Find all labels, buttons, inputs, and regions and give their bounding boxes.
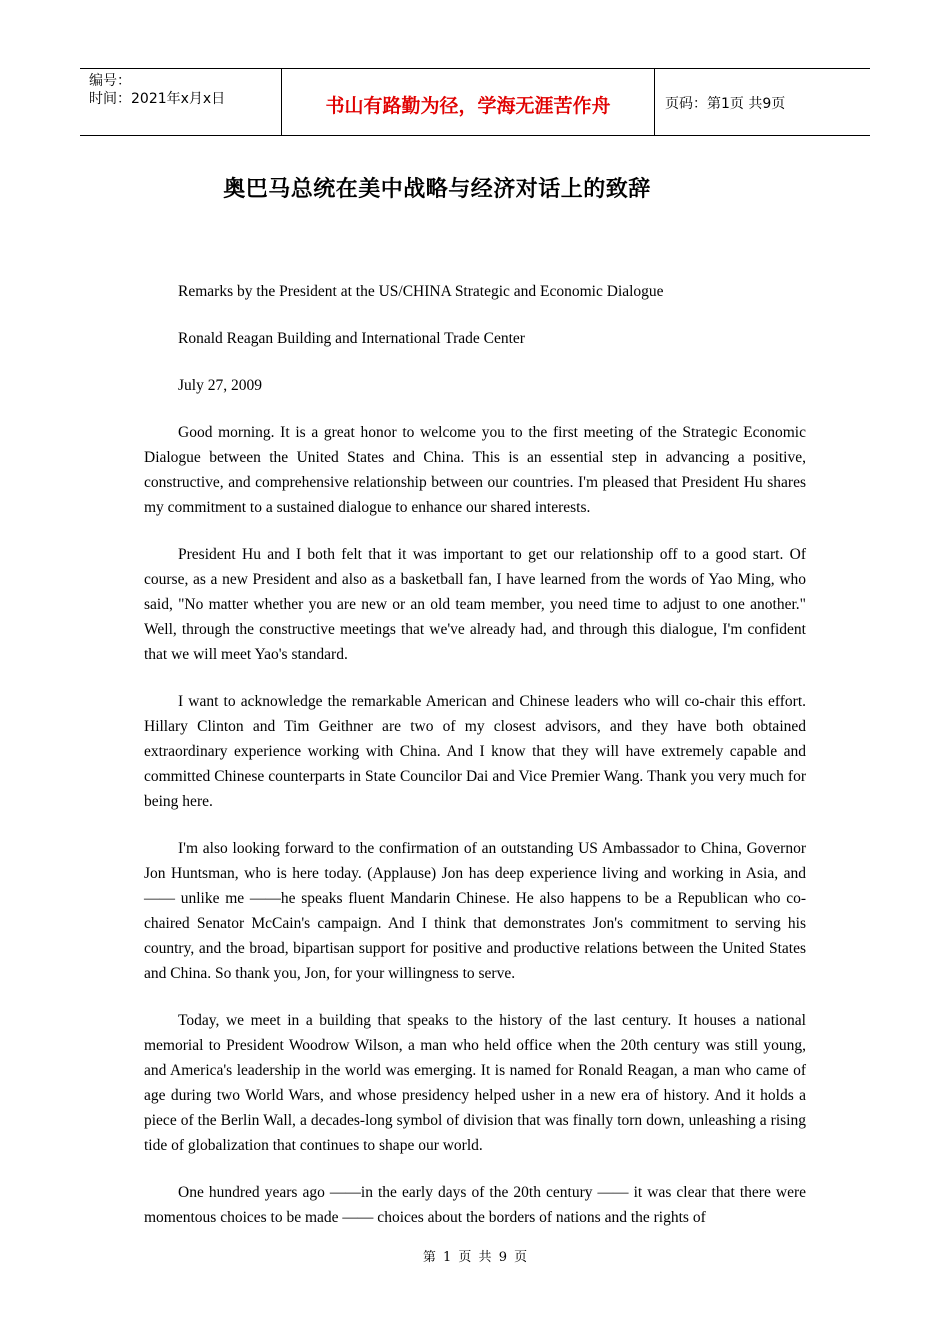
body-paragraph: I want to acknowledge the remarkable American and Chinese leaders who will co-chair this effort. Hillary Clinton and Tim Geithner are two of my closest advisors, and they have both obtained extraordinary experience working with China. And I know that they will have extremely capable and committed Chinese counterparts in State Councilor Dai and Vice Premier Wang. Thank you very much for being here. [144, 693, 806, 810]
motto: 书山有路勤为径，学海无涯苦作舟 [282, 69, 655, 135]
body-paragraph: Today, we meet in a building that speaks to the history of the last century. It houses a national memorial to President Woodrow Wilson, a man who held office when the 20th century was still young, and America's leadership in the world was emerging. It is named for Ronald Reagan, a man who came of age during two World Wars, and whose presidency helped usher in a new era of history. And it holds a piece of the Berlin Wall, a decades-long symbol of division that was finally torn down, unleashing a rising tide of globalization that continues to shape our world. [144, 1012, 806, 1154]
time-label: 时间：2021年x月x日 [89, 91, 226, 107]
body-paragraph: I'm also looking forward to the confirmation of an outstanding US Ambassador to China, Governor Jon Huntsman, who is here today. (Applause) Jon has deep experience living and working in Asia, and —— unlike me ——he speaks fluent Mandarin Chinese. He also happens to be a Republican who co-chaired Senator McCain's campaign. And I think that demonstrates Jon's commitment to serving his country, and the broad, bipartisan support for positive and productive relations between the United States and China. So thank you, Jon, for your willingness to serve. [144, 840, 806, 982]
document-body [144, 279, 806, 1230]
document-title: 奥巴马总统在美中战略与经济对话上的致辞 [223, 177, 651, 202]
number-label: 编号： [89, 73, 131, 89]
date-line: July 27, 2009 [178, 377, 262, 394]
body-paragraph: Good morning. It is a great honor to welcome you to the first meeting of the Strategic Economic Dialogue between the United States and China. This is an essential step in advancing a positive, constructive, and comprehensive relationship between our countries. I'm pleased that President Hu shares my commitment to a sustained dialogue to enhance our shared interests. [144, 424, 806, 516]
header-info-cell [80, 69, 282, 135]
page-label: 页码：第1页 共9页 [665, 96, 786, 112]
venue-line: Ronald Reagan Building and International Trade Center [178, 330, 525, 347]
subtitle-line: Remarks by the President at the US/CHINA Strategic and Economic Dialogue [178, 283, 664, 300]
body-paragraph: President Hu and I both felt that it was important to get our relationship off to a good start. Of course, as a new President and also as a basketball fan, I have learned from the words of Yao Ming, who said, "No matter whether you are new or an old team member, you need time to adjust to one another." Well, through the constructive meetings that we've already had, and through this dialogue, I'm confident that we will meet Yao's standard. [144, 546, 806, 663]
page-footer: 第 1 页 共 9 页 [422, 1250, 528, 1265]
body-paragraph: One hundred years ago ——in the early days of the 20th century —— it was clear that there were momentous choices to be made —— choices about the borders of nations and the rights of [144, 1184, 806, 1226]
header-table [80, 68, 870, 136]
